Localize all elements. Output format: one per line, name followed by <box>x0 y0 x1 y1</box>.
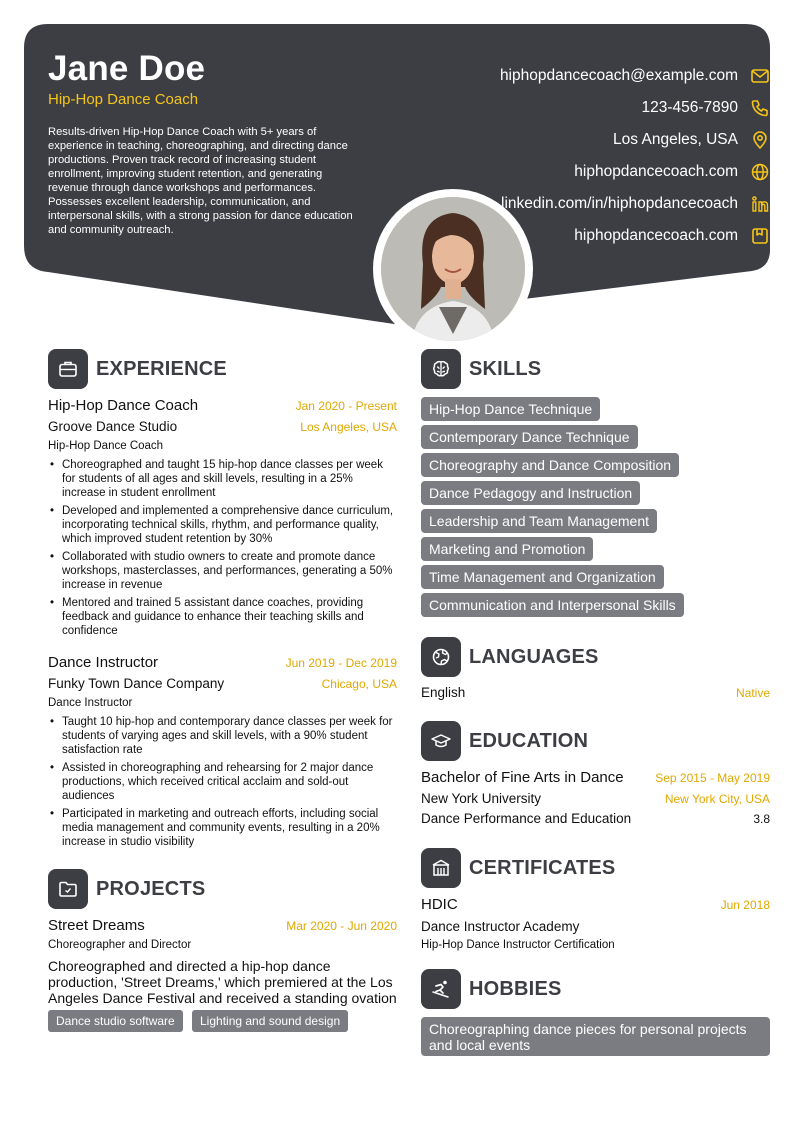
certificates-title: CERTIFICATES <box>469 856 616 879</box>
linkedin-icon <box>750 194 770 214</box>
job-2-location: Chicago, USA <box>321 677 397 691</box>
projects-title: PROJECTS <box>96 877 206 900</box>
languages-title: LANGUAGES <box>469 645 599 668</box>
project-folder-icon <box>48 869 88 909</box>
list-item: • Mentored and trained 5 assistant dance coaches, providing feedback and guidance to enhance their teaching skills and confidence <box>48 596 398 638</box>
hobbies-section-header <box>421 969 562 1009</box>
list-item: • Developed and implemented a comprehensive dance curriculum, incorporating technical skills, rhythm, and performance quality, which improved student retention by 30% <box>48 504 398 546</box>
education-section-header <box>421 721 588 761</box>
contact-phone[interactable] <box>641 95 770 121</box>
email-icon <box>750 66 770 86</box>
education-title: EDUCATION <box>469 729 589 752</box>
contact-website-text: hiphopdancecoach.com <box>574 163 738 180</box>
job-1-company: Groove Dance Studio <box>48 419 178 434</box>
globe-icon <box>750 162 770 182</box>
contact-portfolio-text: hiphopdancecoach.com <box>574 227 738 244</box>
hobbies-title: HOBBIES <box>469 977 562 1000</box>
contact-linkedin[interactable] <box>501 191 770 217</box>
job-1-company-row <box>48 419 397 434</box>
job-1-date: Jan 2020 - Present <box>295 399 397 413</box>
projects-section-header <box>48 869 205 909</box>
job-2-header <box>48 654 397 671</box>
location-icon <box>750 130 770 150</box>
job-2-title: Dance Instructor <box>48 654 159 671</box>
education-1-degree: Bachelor of Fine Arts in Dance <box>421 769 624 786</box>
education-1-school-row <box>421 791 770 806</box>
job-2-company: Funky Town Dance Company <box>48 676 225 691</box>
phone-icon <box>750 98 770 118</box>
summary-text: Results-driven Hip-Hop Dance Coach with 5+ years of experience in teaching, choreographing, and directing dance productions. Proven track record of increasing student enrollment, improving student retention, and generating revenue through dance workshops and performances. Possesses excellent leadership, communication, and interpersonal skills, with a strong passion for dance education and community outreach. <box>48 126 353 236</box>
skill-tag: Communication and Interpersonal Skills <box>421 593 684 617</box>
list-item: • Assisted in choreographing and rehearsing for 2 major dance productions, which received critical acclaim and sold-out audiences <box>48 761 398 803</box>
certificate-1-name: HDIC <box>421 896 458 913</box>
brain-icon <box>421 349 461 389</box>
portfolio-icon <box>750 226 770 246</box>
skill-tag: Dance Pedagogy and Instruction <box>421 481 640 505</box>
project-tag: Lighting and sound design <box>192 1010 348 1032</box>
job-2-company-row <box>48 676 397 691</box>
list-item: • Participated in marketing and outreach efforts, including social media management and community events, resulting in a 20% increase in studio visibility <box>48 807 398 849</box>
education-1-field: Dance Performance and Education <box>421 811 632 826</box>
project-1-date: Mar 2020 - Jun 2020 <box>286 919 397 933</box>
contact-location[interactable] <box>613 127 770 153</box>
skill-tag: Time Management and Organization <box>421 565 664 589</box>
language-level: Native <box>735 686 770 700</box>
project-1-header <box>48 917 397 934</box>
education-1-gpa: 3.8 <box>753 812 770 826</box>
certificate-1-issuer: Dance Instructor Academy <box>421 919 580 934</box>
contact-email[interactable] <box>500 63 770 89</box>
languages-section-header <box>421 637 599 677</box>
job-2-subtitle: Dance Instructor <box>48 697 133 709</box>
candidate-name: Jane Doe <box>48 49 206 88</box>
job-2-date: Jun 2019 - Dec 2019 <box>285 656 397 670</box>
contact-website[interactable] <box>574 159 770 185</box>
list-item: • Taught 10 hip-hop and contemporary dance classes per week for students of varying ages and skill levels, with a 90% student satisfaction rate <box>48 715 398 757</box>
skill-tag: Contemporary Dance Technique <box>421 425 638 449</box>
skill-tag: Hip-Hop Dance Technique <box>421 397 600 421</box>
contact-email-text: hiphopdancecoach@example.com <box>499 67 738 84</box>
skills-title: SKILLS <box>469 357 542 380</box>
contact-linkedin-text: linkedin.com/in/hiphopdancecoach <box>501 195 738 212</box>
skill-tag: Choreography and Dance Composition <box>421 453 679 477</box>
job-1-location: Los Angeles, USA <box>300 420 397 434</box>
language-globe-icon <box>421 637 461 677</box>
briefcase-icon <box>48 349 88 389</box>
project-1-description: Choreographed and directed a hip-hop dance production, 'Street Dreams,' which premiered at the Los Angeles Dance Festival and received a standing ovation <box>48 958 397 1006</box>
candidate-title: Hip-Hop Dance Coach <box>48 91 199 108</box>
certificate-1-date: Jun 2018 <box>720 898 770 912</box>
profile-photo <box>373 189 533 349</box>
education-1-school: New York University <box>421 791 542 806</box>
language-row <box>421 685 770 700</box>
job-1-bullets <box>48 458 398 642</box>
education-1-date: Sep 2015 - May 2019 <box>655 771 770 785</box>
hobby-tag: Choreographing dance pieces for personal projects and local events <box>421 1017 770 1056</box>
project-1-title: Street Dreams <box>48 917 145 934</box>
skill-tag: Leadership and Team Management <box>421 509 657 533</box>
education-1-header <box>421 769 770 786</box>
job-2-bullets <box>48 715 398 853</box>
skiing-icon <box>421 969 461 1009</box>
certificate-1-header <box>421 896 770 913</box>
education-1-location: New York City, USA <box>664 792 770 806</box>
contact-portfolio[interactable] <box>574 223 770 249</box>
project-1-role: Choreographer and Director <box>48 939 192 951</box>
experience-section-header <box>48 349 227 389</box>
certificates-section-header <box>421 848 615 888</box>
skills-section-header <box>421 349 541 389</box>
institution-icon <box>421 848 461 888</box>
job-1-title: Hip-Hop Dance Coach <box>48 397 199 414</box>
certificate-1-fullname: Hip-Hop Dance Instructor Certification <box>421 939 615 951</box>
job-1-header <box>48 397 397 414</box>
skill-tag: Marketing and Promotion <box>421 537 593 561</box>
experience-title: EXPERIENCE <box>96 357 227 380</box>
list-item: • Choreographed and taught 15 hip-hop dance classes per week for students of all ages and skill levels, resulting in a 25% increase in student enrollment <box>48 458 398 500</box>
contact-phone-text: 123-456-7890 <box>641 99 738 116</box>
education-1-field-row <box>421 811 770 826</box>
list-item: • Collaborated with studio owners to create and promote dance workshops, masterclasses, and performances, generating a 50% increase in revenue <box>48 550 398 592</box>
project-tag: Dance studio software <box>48 1010 183 1032</box>
graduation-cap-icon <box>421 721 461 761</box>
job-1-subtitle: Hip-Hop Dance Coach <box>48 440 164 452</box>
language-name: English <box>421 685 466 700</box>
contact-location-text: Los Angeles, USA <box>613 131 738 148</box>
